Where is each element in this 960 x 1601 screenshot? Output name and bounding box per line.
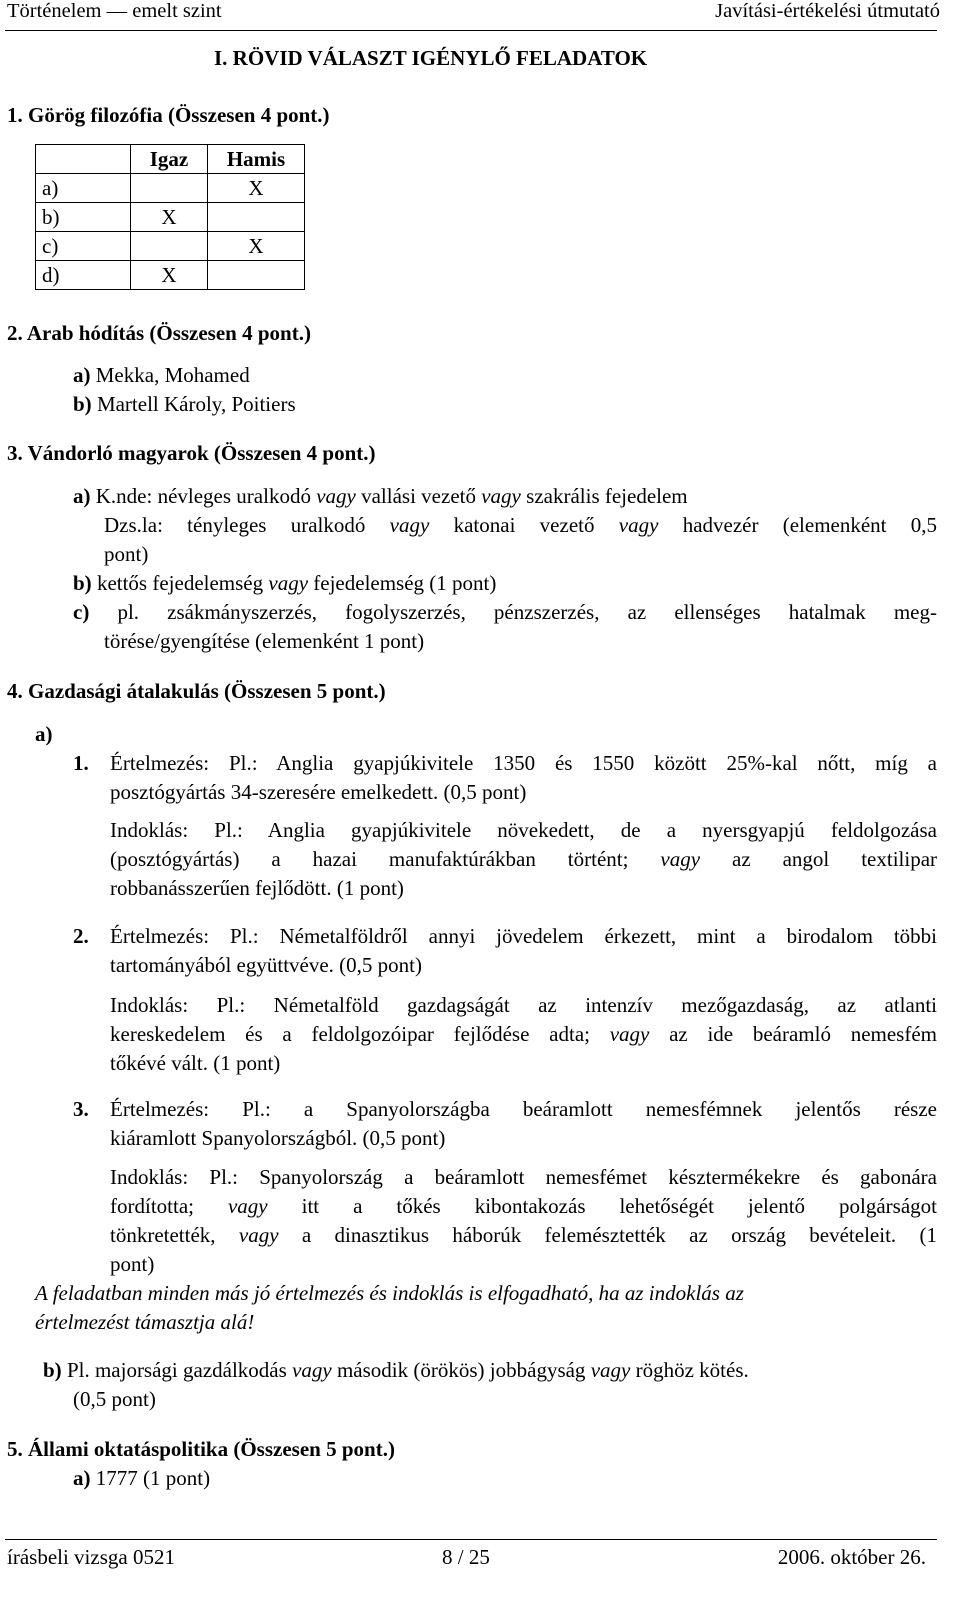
q4-text: a dinasztikus háborúk felemésztették az ország bevételeit. (1 bbox=[301, 1223, 937, 1247]
table-header-igaz: Igaz bbox=[131, 145, 208, 174]
q5-a-text: 1777 (1 pont) bbox=[90, 1466, 211, 1490]
q3-vagy: vagy bbox=[389, 513, 430, 537]
q4-item2-indoklas-line1: Indoklás: Pl.: Németalföld gazdagságát az intenzív mezőgazdaság, az atlanti bbox=[110, 993, 937, 1017]
q3-vagy: vagy bbox=[618, 513, 659, 537]
q4-item3-ertelmezes-line2: kiáramlott Spanyolországból. (0,5 pont) bbox=[110, 1126, 446, 1150]
q4-item2-ertelmezes-line1: Értelmezés: Pl.: Németalföldről annyi jövedelem érkezett, mint a birodalom többi bbox=[110, 924, 937, 948]
q3-answer-c-line1 bbox=[73, 600, 937, 625]
q4-answer-b-line2: (0,5 pont) bbox=[73, 1387, 156, 1411]
q4-text: röghöz kötés. bbox=[630, 1358, 749, 1382]
q4-vagy: vagy bbox=[660, 847, 701, 871]
table-header-hamis: Hamis bbox=[208, 145, 305, 174]
q3-c-label: c) bbox=[73, 600, 90, 624]
q2-answer-a bbox=[73, 363, 250, 388]
q3-answer-b bbox=[73, 571, 496, 596]
q3-answer-a-line1 bbox=[73, 484, 688, 509]
q3-text: kettős fejedelemség bbox=[91, 571, 269, 595]
q3-text: K.nde: névleges uralkodó bbox=[90, 484, 317, 508]
q4-item1-indoklas-line2 bbox=[110, 847, 937, 872]
q4-b-label: b) bbox=[43, 1358, 62, 1382]
header-rule bbox=[5, 30, 937, 31]
q4-text: tönkretették, bbox=[110, 1223, 216, 1247]
q4-title: 4. Gazdasági átalakulás (Összesen 5 pont.) bbox=[7, 679, 386, 703]
q4-note-line2: értelmezést támasztja alá! bbox=[35, 1310, 255, 1334]
table-row bbox=[36, 174, 305, 203]
q3-text: katonai vezető bbox=[453, 513, 595, 537]
table-header-row bbox=[36, 145, 305, 174]
header-right: Javítási-értékelési útmutató bbox=[715, 0, 940, 22]
q3-text: szakrális fejedelem bbox=[520, 484, 688, 508]
q4-item1-num: 1. bbox=[73, 751, 89, 775]
q1-title: 1. Görög filozófia (Összesen 4 pont.) bbox=[7, 103, 330, 127]
q4-item1-indoklas-line1: Indoklás: Pl.: Anglia gyapjúkivitele növekedett, de a nyersgyapjú feldolgozása bbox=[110, 818, 937, 842]
q4-text: (posztógyártás) a hazai manufaktúrákban történt; bbox=[110, 847, 629, 871]
q3-b-label: b) bbox=[73, 571, 92, 595]
footer-rule bbox=[5, 1539, 937, 1540]
q5-title: 5. Állami oktatáspolitika (Összesen 5 pont.) bbox=[7, 1437, 395, 1461]
q4-vagy: vagy bbox=[238, 1223, 279, 1247]
q5-a-label: a) bbox=[73, 1466, 91, 1490]
q4-item3-ertelmezes-line1: Értelmezés: Pl.: a Spanyolországba beáramlott nemesfémnek jelentős része bbox=[110, 1097, 937, 1121]
row-hamis: X bbox=[208, 232, 305, 261]
row-igaz: X bbox=[131, 203, 208, 232]
q4-note-line1: A feladatban minden más jó értelmezés és indoklás is elfogadható, ha az indoklás az bbox=[35, 1281, 744, 1305]
q4-vagy: vagy bbox=[292, 1358, 332, 1382]
q2-b-label: b) bbox=[73, 392, 92, 416]
q3-vagy: vagy bbox=[268, 571, 309, 595]
q3-vagy: vagy bbox=[316, 484, 356, 508]
q4-item1-indoklas-line3: robbanásszerűen fejlődött. (1 pont) bbox=[110, 876, 404, 900]
table-row bbox=[36, 232, 305, 261]
table-row bbox=[36, 203, 305, 232]
row-igaz: X bbox=[131, 261, 208, 290]
q3-title: 3. Vándorló magyarok (Összesen 4 pont.) bbox=[7, 441, 376, 465]
q4-item3-num: 3. bbox=[73, 1097, 89, 1121]
q4-item2-num: 2. bbox=[73, 924, 89, 948]
row-igaz bbox=[131, 232, 208, 261]
q4-item2-indoklas-line2 bbox=[110, 1022, 937, 1047]
q4-a-label: a) bbox=[35, 722, 53, 746]
table-header-cell bbox=[36, 145, 131, 174]
row-hamis bbox=[208, 203, 305, 232]
q4-answer-b bbox=[43, 1358, 749, 1383]
q3-answer-a-line2 bbox=[104, 513, 937, 538]
q3-text: hadvezér (elemenként 0,5 bbox=[682, 513, 938, 537]
row-label: b) bbox=[36, 203, 131, 232]
q3-answer-a-line3: pont) bbox=[104, 542, 149, 566]
row-hamis: X bbox=[208, 174, 305, 203]
q3-answer-c-line2: törése/gyengítése (elemenként 1 pont) bbox=[104, 629, 425, 653]
q3-vagy: vagy bbox=[481, 484, 521, 508]
section-title: I. RÖVID VÁLASZT IGÉNYLŐ FELADATOK bbox=[214, 46, 648, 70]
q4-item3-indoklas-line2 bbox=[110, 1194, 937, 1219]
q3-text: fejedelemség (1 pont) bbox=[308, 571, 497, 595]
q4-text: kereskedelem és a feldolgozóipar fejlődése adta; bbox=[110, 1022, 590, 1046]
q2-title: 2. Arab hódítás (Összesen 4 pont.) bbox=[7, 321, 311, 345]
q4-text: fordította; bbox=[110, 1194, 194, 1218]
q4-item2-ertelmezes-line2: tartományából együttvéve. (0,5 pont) bbox=[110, 953, 422, 977]
true-false-table bbox=[35, 144, 305, 290]
q4-text: az ide beáramló nemesfém bbox=[669, 1022, 938, 1046]
row-label: d) bbox=[36, 261, 131, 290]
q3-text: Dzs.la: tényleges uralkodó bbox=[104, 513, 390, 537]
q4-text: második (örökös) jobbágyság bbox=[331, 1358, 591, 1382]
table-row bbox=[36, 261, 305, 290]
q2-b-text: Martell Károly, Poitiers bbox=[91, 392, 296, 416]
row-hamis bbox=[208, 261, 305, 290]
q5-answer-a bbox=[73, 1466, 210, 1491]
q4-item2-indoklas-line3: tőkévé vált. (1 pont) bbox=[110, 1051, 281, 1075]
q4-vagy: vagy bbox=[590, 1358, 631, 1382]
q4-text: Pl. majorsági gazdálkodás bbox=[61, 1358, 293, 1382]
q4-item3-indoklas-line3 bbox=[110, 1223, 937, 1248]
header-left: Történelem — emelt szint bbox=[7, 0, 222, 22]
row-label: a) bbox=[36, 174, 131, 203]
q3-a-label: a) bbox=[73, 484, 91, 508]
q4-item1-ertelmezes-line1: Értelmezés: Pl.: Anglia gyapjúkivitele 1350 és 1550 között 25%-kal nőtt, míg a bbox=[110, 751, 937, 775]
q3-text: pl. zsákmányszerzés, fogolyszerzés, pénzszerzés, az ellenséges hatalmak meg- bbox=[89, 600, 937, 624]
row-label: c) bbox=[36, 232, 131, 261]
q4-item1-ertelmezes-line2: posztógyártás 34-szeresére emelkedett. (0,5 pont) bbox=[110, 780, 527, 804]
q2-answer-b bbox=[73, 392, 296, 417]
q4-text: itt a tőkés kibontakozás lehetőségét jelentő polgárságot bbox=[301, 1194, 938, 1218]
q4-item3-indoklas-line1: Indoklás: Pl.: Spanyolország a beáramlott nemesfémet késztermékekre és gabonára bbox=[110, 1165, 937, 1189]
q4-item3-indoklas-line4: pont) bbox=[110, 1252, 155, 1276]
q4-vagy: vagy bbox=[609, 1022, 650, 1046]
q2-a-label: a) bbox=[73, 363, 91, 387]
row-igaz bbox=[131, 174, 208, 203]
q4-vagy: vagy bbox=[227, 1194, 268, 1218]
footer-page-number: 8 / 25 bbox=[442, 1545, 490, 1569]
footer-date: 2006. október 26. bbox=[777, 1545, 926, 1569]
q2-a-text: Mekka, Mohamed bbox=[90, 363, 250, 387]
q4-text: az angol textilipar bbox=[732, 847, 938, 871]
footer-left: írásbeli vizsga 0521 bbox=[7, 1545, 175, 1569]
q3-text: vallási vezető bbox=[355, 484, 482, 508]
